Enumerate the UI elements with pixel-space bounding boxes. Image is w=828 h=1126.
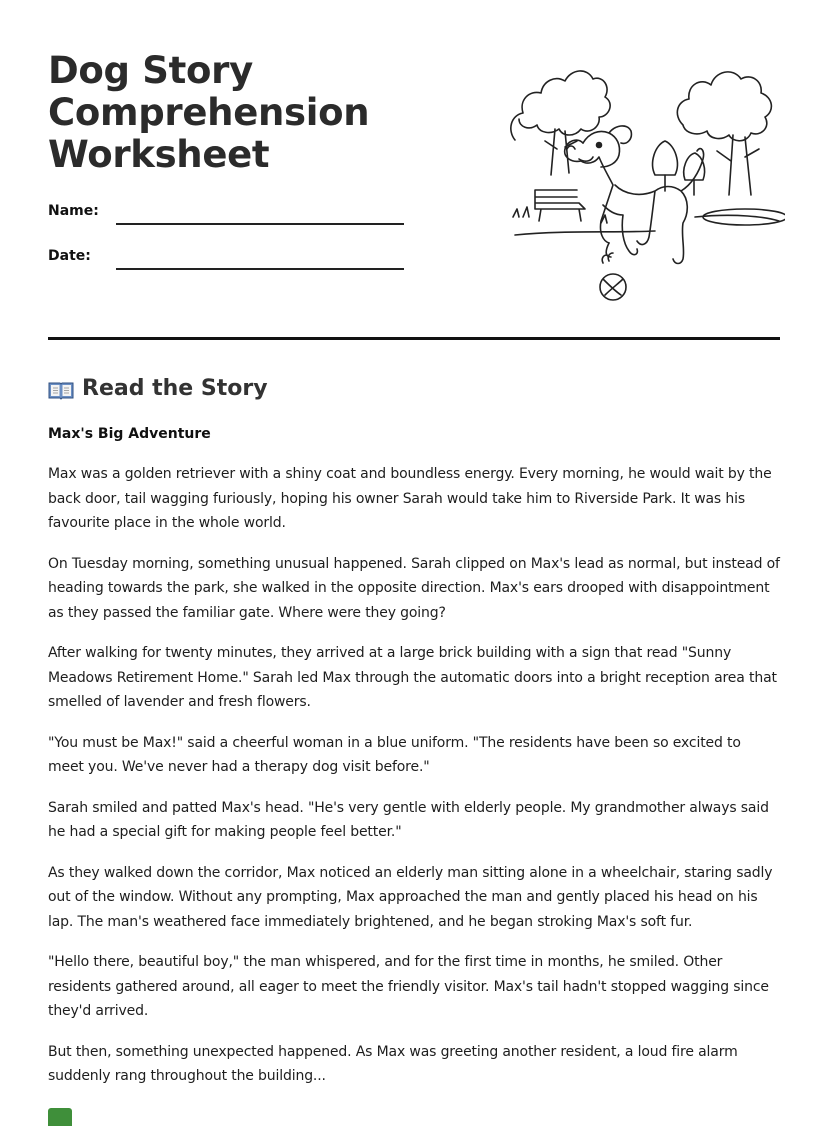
dog-in-park-illustration — [505, 45, 785, 305]
left-tree-icon — [511, 71, 610, 140]
bench-icon — [535, 190, 585, 221]
story-paragraph: "Hello there, beautiful boy," the man whispered, and for the first time in months, he smiled. Other residents gathered around, all eager to meet the friendly visitor. Max's tail hadn't stopped wagging since they'd arrived. — [48, 954, 769, 1019]
story-paragraph: After walking for twenty minutes, they arrived at a large brick building with a sign that read "Sunny Meadows Retirement Home." Sarah led Max through the automatic doors into a bright reception area that smelled of lavender and fresh flowers. — [48, 645, 777, 710]
header-divider — [48, 337, 780, 340]
story-paragraph: Max was a golden retriever with a shiny coat and boundless energy. Every morning, he would wait by the back door, tail wagging furiously, hoping his owner Sarah would take him to Riverside Park. It was his favourite place in the whole world. — [48, 466, 772, 531]
story-body — [48, 462, 780, 1105]
name-label: Name: — [48, 203, 99, 219]
name-line[interactable] — [116, 223, 404, 225]
name-field[interactable] — [48, 202, 408, 228]
story-paragraph: But then, something unexpected happened. As Max was greeting another resident, a loud fire alarm suddenly rang throughout the building... — [48, 1043, 738, 1084]
story-title: Max's Big Adventure — [48, 426, 211, 442]
read-story-title: Read the Story — [82, 376, 268, 401]
worksheet-title: Dog Story Comprehension Worksheet — [48, 49, 370, 176]
next-section-heading — [48, 1108, 448, 1122]
open-book-icon — [48, 380, 74, 400]
dog-icon — [565, 140, 704, 263]
date-label: Date: — [48, 248, 91, 264]
read-story-heading — [48, 374, 268, 404]
right-tree-icon — [677, 72, 771, 141]
story-paragraph: As they walked down the corridor, Max noticed an elderly man sitting alone in a wheelchair, staring sadly out of the window. Without any prompting, Max approached the man and gently placed his head on his lap. The man's weathered face immediately brightened, and he began stroking Max's soft fur. — [48, 864, 773, 930]
story-paragraph: Sarah smiled and patted Max's head. "He's very gentle with elderly people. My grandmother always said he had a special gift for making people feel better." — [48, 799, 769, 840]
date-field[interactable] — [48, 247, 408, 273]
story-paragraph: On Tuesday morning, something unusual happened. Sarah clipped on Max's lead as normal, but instead of heading towards the park, she walked in the opposite direction. Max's ears drooped with disappointment as they passed the familiar gate. Where were they going? — [48, 555, 780, 621]
date-line[interactable] — [116, 268, 404, 270]
green-book-icon — [48, 1108, 72, 1126]
story-paragraph: "You must be Max!" said a cheerful woman in a blue uniform. "The residents have been so excited to meet you. We've never had a therapy dog visit before." — [48, 734, 741, 775]
